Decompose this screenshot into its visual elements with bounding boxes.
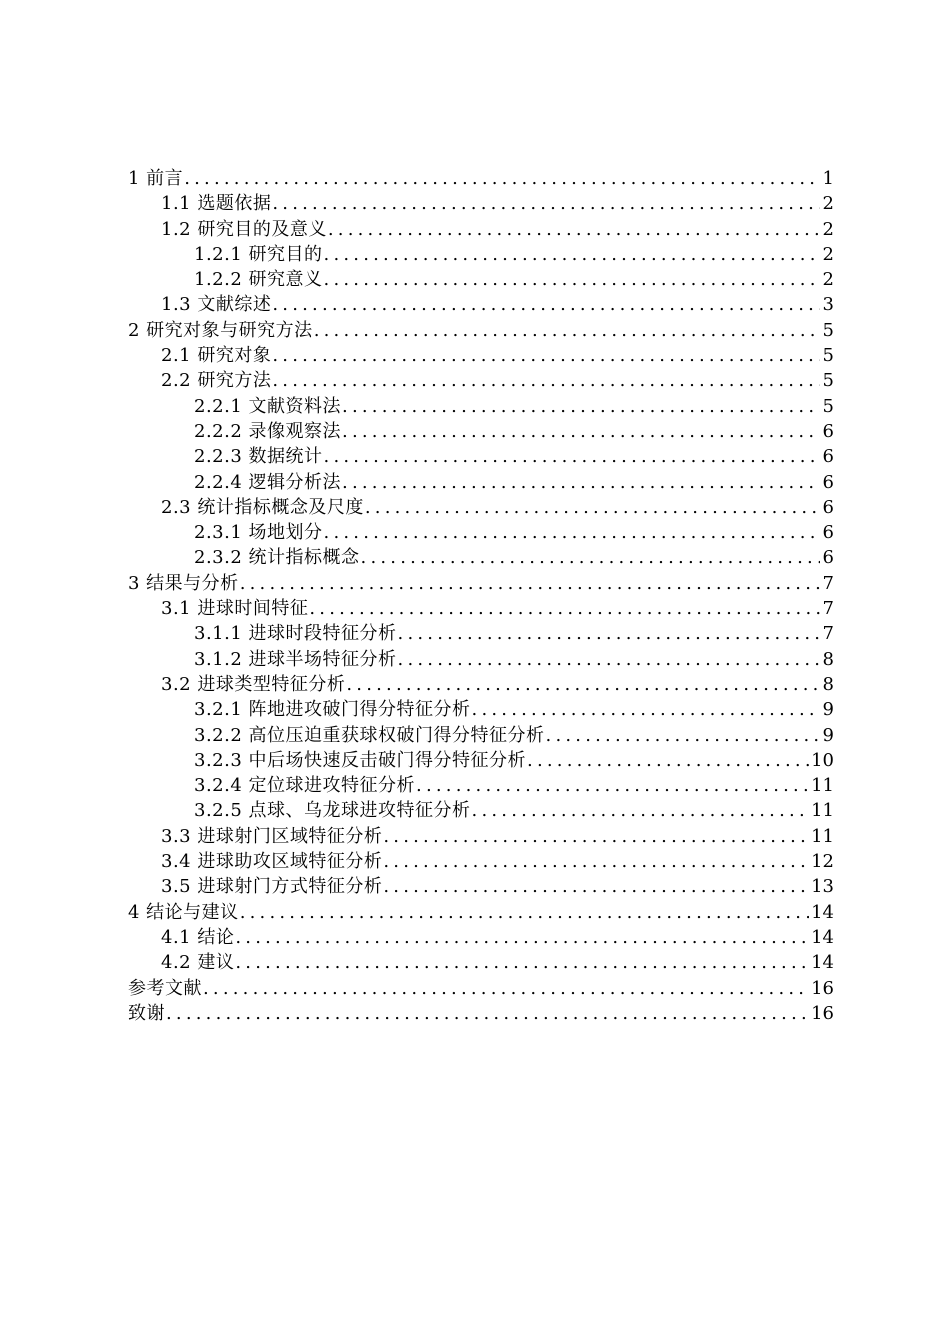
toc-entry-title: 1 前言 — [128, 168, 184, 189]
toc-entry-title: 3.2.1 阵地进攻破门得分特征分析 — [194, 699, 471, 721]
toc-entry-page-number: 2 — [822, 218, 834, 240]
toc-entry-page-number: 5 — [822, 319, 834, 341]
toc-entry-title: 3.5 进球射门方式特征分析 — [161, 876, 383, 898]
toc-entry-page-number: 6 — [822, 547, 834, 569]
toc-entry-title: 3.2 进球类型特征分析 — [161, 673, 346, 695]
toc-entry[interactable] — [128, 419, 834, 444]
toc-dot-leader — [361, 545, 820, 570]
toc-dot-leader — [272, 343, 820, 368]
toc-entry-title: 参考文献 — [128, 977, 202, 999]
toc-entry-title: 2.3 统计指标概念及尺度 — [161, 496, 364, 518]
toc-entry-title: 4.2 建议 — [161, 952, 235, 974]
toc-entry[interactable] — [128, 672, 834, 697]
toc-entry-page-number: 16 — [811, 977, 834, 999]
toc-entry-page-number: 7 — [822, 598, 834, 620]
toc-entry-page-number: 6 — [822, 420, 834, 442]
toc-entry-page-number: 1 — [822, 168, 834, 189]
toc-entry-title: 2.2 研究方法 — [161, 370, 272, 392]
table-of-contents — [128, 166, 834, 1026]
toc-entry-title: 3.1.1 进球时段特征分析 — [194, 623, 397, 645]
toc-entry[interactable] — [128, 292, 834, 317]
toc-entry[interactable] — [128, 773, 834, 798]
toc-entry-title: 3.2.5 点球、乌龙球进攻特征分析 — [194, 800, 471, 822]
toc-entry[interactable] — [128, 596, 834, 621]
toc-entry-title: 2.2.3 数据统计 — [194, 446, 323, 468]
toc-entry[interactable] — [128, 495, 834, 520]
toc-entry-page-number: 2 — [822, 193, 834, 215]
toc-entry-page-number: 16 — [811, 1002, 834, 1024]
toc-entry[interactable] — [128, 950, 834, 975]
toc-entry[interactable] — [128, 900, 834, 925]
toc-entry-page-number: 11 — [811, 800, 834, 822]
toc-dot-leader — [272, 292, 820, 317]
toc-dot-leader — [272, 191, 820, 216]
toc-entry[interactable] — [128, 394, 834, 419]
toc-entry-title: 1.3 文献综述 — [161, 294, 272, 316]
toc-entry-page-number: 14 — [811, 926, 834, 948]
toc-entry-title: 3.4 进球助攻区域特征分析 — [161, 851, 383, 873]
toc-entry-title: 4 结论与建议 — [128, 901, 239, 923]
toc-dot-leader — [416, 773, 809, 798]
toc-entry[interactable] — [128, 798, 834, 823]
toc-entry-title: 3 结果与分析 — [128, 572, 239, 594]
toc-entry-page-number: 12 — [811, 851, 834, 873]
toc-entry-page-number: 2 — [822, 243, 834, 265]
toc-entry[interactable] — [128, 545, 834, 570]
toc-entry[interactable] — [128, 925, 834, 950]
toc-entry[interactable] — [128, 191, 834, 216]
toc-entry-title: 2.1 研究对象 — [161, 345, 272, 367]
toc-entry[interactable] — [128, 849, 834, 874]
toc-dot-leader — [383, 874, 809, 899]
toc-entry-title: 4.1 结论 — [161, 926, 235, 948]
toc-dot-leader — [546, 723, 820, 748]
toc-entry-page-number: 2 — [822, 269, 834, 291]
toc-dot-leader — [240, 900, 809, 925]
toc-entry-page-number: 8 — [822, 673, 834, 695]
toc-entry-page-number: 14 — [811, 901, 834, 923]
toc-entry-page-number: 9 — [822, 699, 834, 721]
toc-dot-leader — [166, 1001, 809, 1026]
toc-entry-page-number: 7 — [822, 572, 834, 594]
toc-dot-leader — [184, 166, 820, 191]
toc-entry-title: 致谢 — [128, 1002, 165, 1024]
toc-entry[interactable] — [128, 748, 834, 773]
toc-entry[interactable] — [128, 621, 834, 646]
toc-entry-title: 2.3.1 场地划分 — [194, 522, 323, 544]
toc-dot-leader — [235, 925, 809, 950]
toc-dot-leader — [342, 394, 820, 419]
toc-entry-title: 2.2.1 文献资料法 — [194, 395, 342, 417]
toc-dot-leader — [342, 419, 820, 444]
toc-dot-leader — [324, 267, 820, 292]
toc-dot-leader — [235, 950, 809, 975]
toc-entry-title: 2.2.2 录像观察法 — [194, 420, 342, 442]
toc-entry-title: 3.1 进球时间特征 — [161, 598, 309, 620]
toc-dot-leader — [383, 849, 809, 874]
toc-entry-title: 1.2.1 研究目的 — [194, 243, 323, 265]
toc-entry-page-number: 7 — [822, 623, 834, 645]
toc-entry[interactable] — [128, 318, 834, 343]
toc-entry-page-number: 13 — [811, 876, 834, 898]
toc-entry[interactable] — [128, 166, 834, 191]
toc-dot-leader — [314, 318, 820, 343]
toc-entry[interactable] — [128, 343, 834, 368]
toc-entry-page-number: 14 — [811, 952, 834, 974]
toc-entry[interactable] — [128, 470, 834, 495]
toc-entry[interactable] — [128, 267, 834, 292]
toc-dot-leader — [324, 520, 820, 545]
toc-entry-title: 2.3.2 统计指标概念 — [194, 547, 360, 569]
toc-entry-title: 2.2.4 逻辑分析法 — [194, 471, 342, 493]
toc-dot-leader — [472, 798, 810, 823]
toc-entry-title: 1.2 研究目的及意义 — [161, 218, 327, 240]
toc-dot-leader — [527, 748, 809, 773]
toc-entry-title: 3.2.3 中后场快速反击破门得分特征分析 — [194, 749, 527, 771]
toc-entry[interactable] — [128, 571, 834, 596]
toc-entry-page-number: 11 — [811, 775, 834, 797]
toc-entry[interactable] — [128, 976, 834, 1001]
toc-entry[interactable] — [128, 217, 834, 242]
toc-entry[interactable] — [128, 444, 834, 469]
toc-entry-page-number: 3 — [822, 294, 834, 316]
toc-entry-page-number: 6 — [822, 471, 834, 493]
toc-entry-page-number: 5 — [822, 370, 834, 392]
toc-dot-leader — [240, 571, 820, 596]
toc-dot-leader — [328, 217, 820, 242]
toc-entry[interactable] — [128, 824, 834, 849]
toc-entry-title: 1.1 选题依据 — [161, 193, 272, 215]
toc-entry[interactable] — [128, 697, 834, 722]
toc-dot-leader — [398, 621, 820, 646]
toc-entry-title: 2 研究对象与研究方法 — [128, 319, 313, 341]
toc-entry[interactable] — [128, 242, 834, 267]
toc-entry-page-number: 9 — [822, 724, 834, 746]
toc-dot-leader — [203, 976, 809, 1001]
toc-entry[interactable] — [128, 520, 834, 545]
toc-entry-title: 3.2.4 定位球进攻特征分析 — [194, 775, 416, 797]
toc-dot-leader — [472, 697, 820, 722]
toc-entry[interactable] — [128, 647, 834, 672]
toc-entry[interactable] — [128, 368, 834, 393]
toc-dot-leader — [342, 470, 820, 495]
toc-entry-page-number: 11 — [811, 825, 834, 847]
toc-dot-leader — [324, 444, 820, 469]
toc-entry[interactable] — [128, 723, 834, 748]
toc-entry-title: 3.2.2 高位压迫重获球权破门得分特征分析 — [194, 724, 545, 746]
toc-entry-title: 3.3 进球射门区域特征分析 — [161, 825, 383, 847]
toc-entry-page-number: 5 — [822, 345, 834, 367]
toc-dot-leader — [272, 368, 820, 393]
toc-dot-leader — [365, 495, 820, 520]
toc-entry-title: 1.2.2 研究意义 — [194, 269, 323, 291]
toc-entry-page-number: 10 — [811, 749, 834, 771]
toc-entry-page-number: 6 — [822, 496, 834, 518]
toc-entry-page-number: 6 — [822, 522, 834, 544]
toc-entry[interactable] — [128, 1001, 834, 1026]
toc-dot-leader — [383, 824, 809, 849]
toc-entry-page-number: 8 — [822, 648, 834, 670]
toc-dot-leader — [398, 647, 820, 672]
toc-dot-leader — [309, 596, 820, 621]
toc-entry-page-number: 5 — [822, 395, 834, 417]
toc-entry-title: 3.1.2 进球半场特征分析 — [194, 648, 397, 670]
toc-dot-leader — [324, 242, 820, 267]
toc-dot-leader — [346, 672, 820, 697]
toc-entry[interactable] — [128, 874, 834, 899]
toc-entry-page-number: 6 — [822, 446, 834, 468]
